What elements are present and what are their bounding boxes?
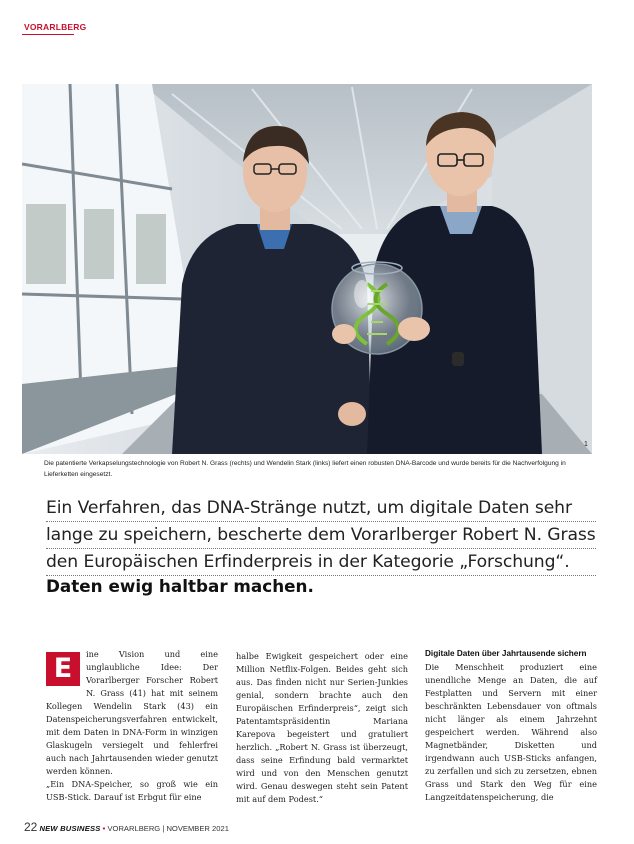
lead-text xyxy=(46,495,596,576)
lead-line: lange zu speichern, bescherte dem Vorarlberger Robert N. Grass xyxy=(46,522,596,549)
lead-line: den Europäischen Erfinderpreis in der Kategorie „Forschung“. xyxy=(46,549,596,576)
article-photo xyxy=(22,84,592,454)
body-paragraph: „Ein DNA-Speicher, so groß wie ein USB-Stick. Darauf ist Erbgut für eine xyxy=(46,779,218,802)
body-paragraph: ine Vision und eine unglaubliche Idee: Der Vorarlberger Forscher Robert N. Grass (41) hat mit seinem Kollegen Wendelin Stark (43) ein Datenspeicherungsverfahren entwickelt, mit dem Daten in DNA-Form in winzigen Glaskugeln versiegelt und fehlerfrei auch nach Jahrtausenden wieder genutzt werden können. xyxy=(46,649,218,776)
section-subheading: Digitale Daten über Jahrtausende sichern xyxy=(425,649,587,658)
photo-illustration xyxy=(22,84,592,454)
article-headline: Daten ewig haltbar machen. xyxy=(46,576,314,596)
magazine-brand: NEW BUSINESS xyxy=(39,824,101,833)
photo-number: 1 xyxy=(584,441,588,448)
photo-caption: Die patentierte Verkapselungstechnologie von Robert N. Grass (rechts) und Wendelin Stark (links) liefert einen robusten DNA-Barcode und wurde bereits für die Nachverfolgung in Lieferketten eingesetzt. xyxy=(44,460,566,478)
footer-bullet: • xyxy=(102,824,106,833)
lead-line: Ein Verfahren, das DNA-Stränge nutzt, um digitale Daten sehr xyxy=(46,495,596,522)
section-rule xyxy=(22,34,74,35)
page-number: 22 xyxy=(24,820,38,834)
footer-issue: NOVEMBER 2021 xyxy=(166,824,229,833)
body-paragraph: halbe Ewigkeit gespeichert oder eine Million Netflix-Folgen. Beides geht sich aus. Das finden nicht nur Serien-Junkies genial, sondern brachte auch den Europäischen Erfinderpreis“, zeigt sich Patentamtspräsidentin Mariana Karepova begeistert und gratuliert herzlich. „Robert N. Grass ist überzeugt, dass seine Erfindung bald vermarktet wird und von den Menschen genutzt wird. Genau deswegen steht sein Patent mit auf dem Podest.“ xyxy=(236,651,408,804)
footer-separator: | xyxy=(162,824,165,833)
section-tag: VORARLBERG xyxy=(24,22,87,32)
body-column-3 xyxy=(425,648,597,804)
page-footer xyxy=(24,820,229,834)
body-column-2 xyxy=(236,650,408,806)
body-column-1 xyxy=(46,648,218,804)
body-paragraph: Die Menschheit produziert eine unendliche Menge an Daten, die auf Festplatten und Servern mit einer beschränkten Lebensdauer von oftmals nicht länger als einem Jahrzehnt gespeichert werden. Während also Magnetbänder, Disketten und irgendwann auch USB-Sticks anfangen, zu zerfallen und sich zu zersetzen, ebnen Grass und Stark den Weg für eine Langzeitdatenspeicherung, die xyxy=(425,662,597,802)
drop-cap: E xyxy=(46,652,80,686)
footer-region: VORARLBERG xyxy=(107,824,161,833)
